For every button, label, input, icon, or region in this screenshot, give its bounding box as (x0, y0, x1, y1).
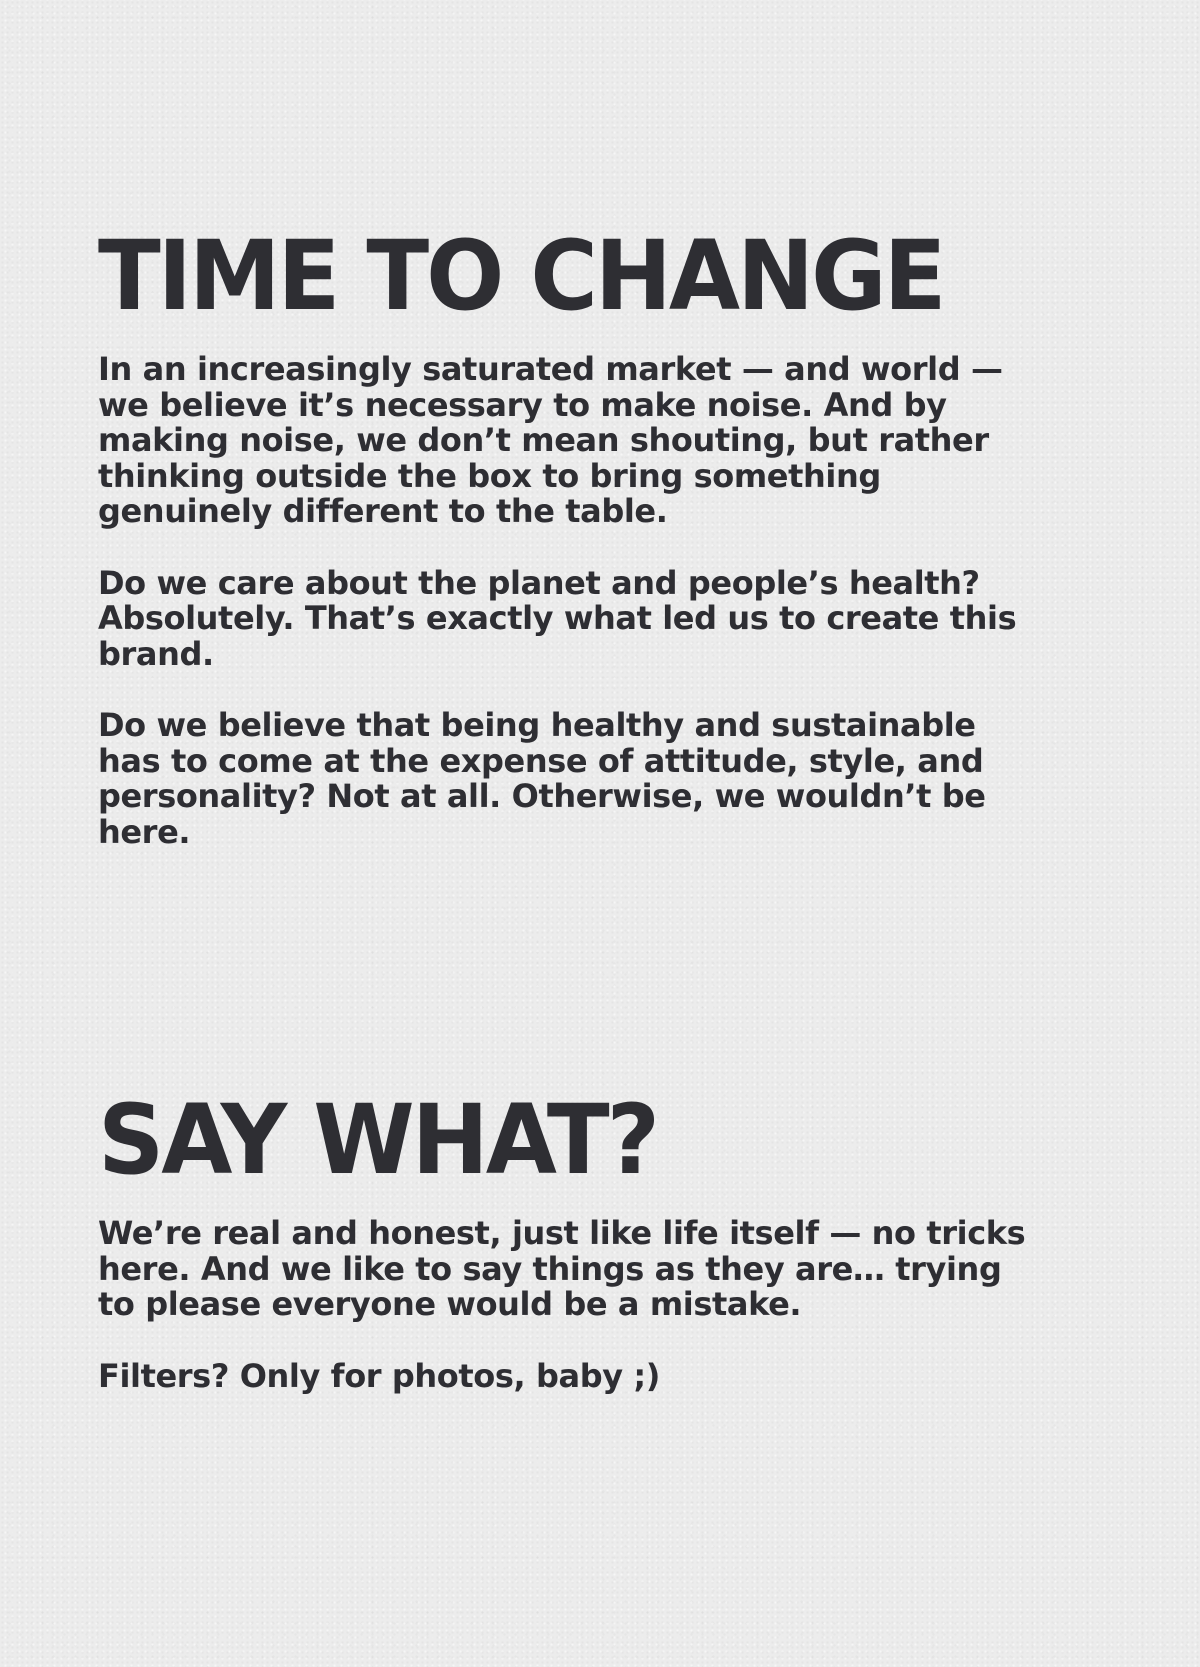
paragraph: Do we believe that being healthy and sustainable has to come at the expense of attitude, style, and personality? Not at all. Otherwise, we wouldn’t be here. (98, 706, 986, 851)
section-body (98, 1216, 1108, 1394)
paragraph: In an increasingly saturated market — and world — we believe it’s necessary to make noise. And by making noise, we don’t mean shouting, but rather thinking outside the box to bring something genuinely different to the table. (98, 350, 1003, 530)
paragraph: We’re real and honest, just like life itself — no tricks here. And we like to say things as they are… trying to please everyone would be a mistake. (98, 1214, 1026, 1323)
section-body (98, 352, 1108, 850)
section-time-to-change (98, 219, 1108, 886)
section-heading: TIME TO CHANGE (98, 219, 944, 333)
section-heading: SAY WHAT? (98, 1083, 657, 1197)
section-say-what (98, 1083, 1108, 1430)
paragraph: Filters? Only for photos, baby ;) (98, 1356, 661, 1395)
paragraph: Do we care about the planet and people’s health? Absolutely. That’s exactly what led us to create this brand. (98, 563, 1017, 673)
